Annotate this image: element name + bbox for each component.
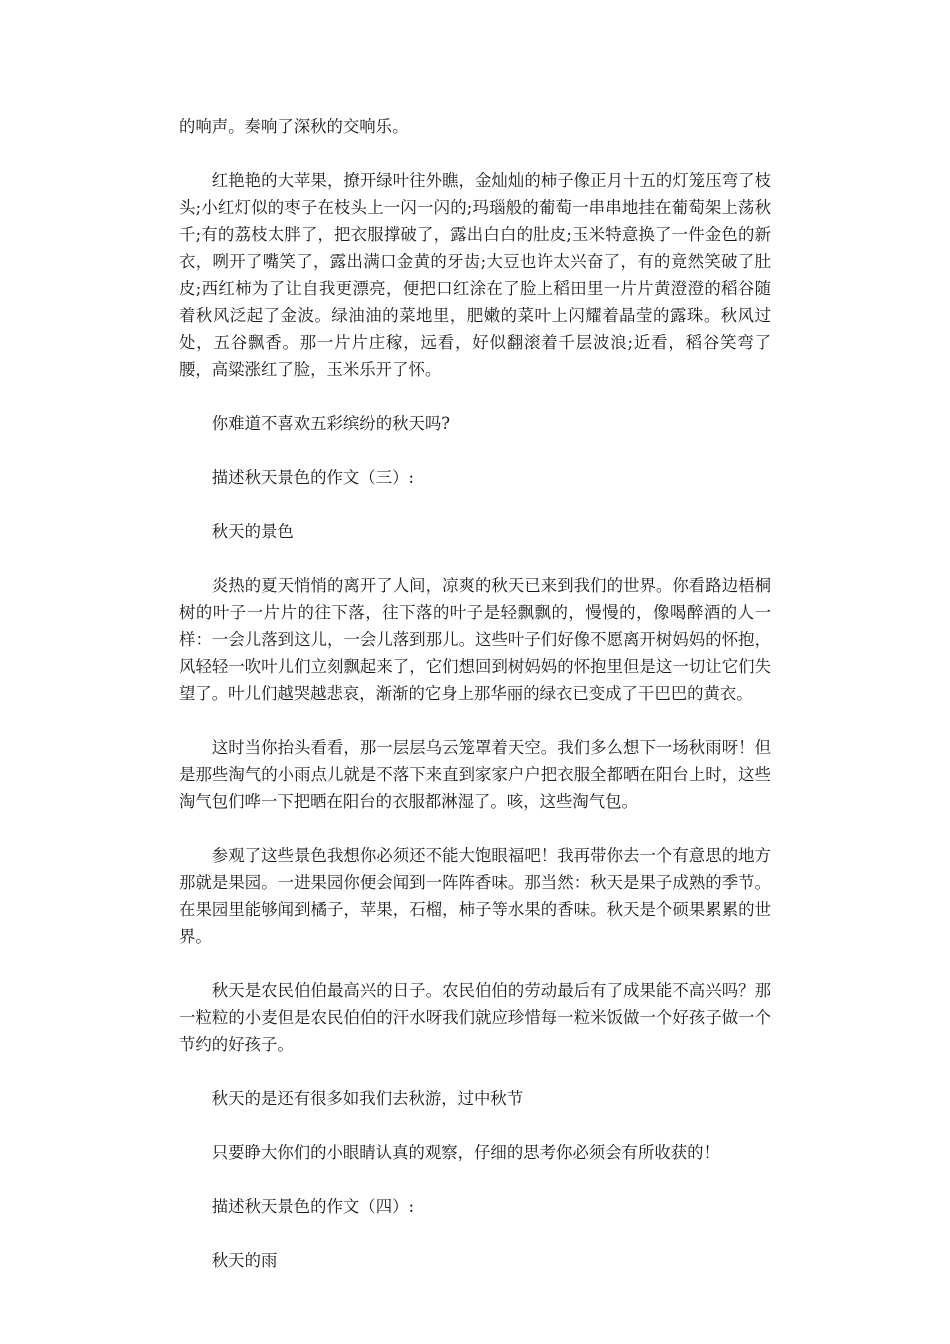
section-heading-essay-4: 描述秋天景色的作文（四）: [211, 1197, 415, 1216]
paragraph-farmers: 秋天是农民伯伯最高兴的日子。农民伯伯的劳动最后有了成果能不高兴吗？那一粒粒的小麦但是农民伯伯的汗水呀我们就应珍惜每一粒米饭做一个好孩子做一个节约的好孩子。 [179, 981, 771, 1054]
paragraph-orchard: 参观了这些景色我想你必须还不能大饱眼福吧！我再带你去一个有意思的地方那就是果园。一进果园你便会闻到一阵阵香味。那当然：秋天是果子成熟的季节。在果园里能够闻到橘子，苹果，石榴，柿子等水果的香味。秋天是个硕果累累的世界。 [179, 846, 771, 946]
paragraph-autumn-harvest: 红艳艳的大苹果，撩开绿叶往外瞧，金灿灿的柿子像正月十五的灯笼压弯了枝头;小红灯似的枣子在枝头上一闪一闪的;玛瑙般的葡萄一串串地挂在葡萄架上荡秋千;有的荔枝太胖了，把衣服撑破了，露出白白的肚皮;玉米特意换了一件金色的新衣，咧开了嘴笑了，露出满口金黄的牙齿;大豆也许太兴奋了，有的竟然笑破了肚皮;西红柿为了让自我更漂亮，便把口红涂在了脸上稻田里一片片黄澄澄的稻谷随着秋风泛起了金波。绿油油的菜地里，肥嫩的菜叶上闪耀着晶莹的露珠。秋风过处，五谷飘香。那一片片庄稼，远看，好似翻滚着千层波浪;近看，稻谷笑弯了腰，高粱涨红了脸，玉米乐开了怀。 [179, 171, 771, 379]
paragraph-observe: 只要睁大你们的小眼睛认真的观察，仔细的思考你必须会有所收获的！ [211, 1143, 720, 1162]
paragraph-autumn-rain: 这时当你抬头看看，那一层层乌云笼罩着天空。我们多么想下一场秋雨呀！但是那些淘气的小雨点儿就是不落下来直到家家户户把衣服全都晒在阳台上时，这些淘气包们哗一下把晒在阳台的衣服都淋湿了。咳，这些淘气包。 [179, 738, 771, 811]
paragraph-question: 你难道不喜欢五彩缤纷的秋天吗? [211, 414, 451, 433]
essay-title-autumn-rain: 秋天的雨 [211, 1251, 278, 1270]
document-body [179, 113, 771, 1301]
paragraph-autumn-outing: 秋天的是还有很多如我们去秋游，过中秋节 [211, 1089, 524, 1108]
paragraph-continuation: 的响声。奏响了深秋的交响乐。 [179, 117, 409, 136]
essay-title-autumn-scenery: 秋天的景色 [211, 522, 294, 541]
section-heading-essay-3: 描述秋天景色的作文（三）: [211, 468, 415, 487]
paragraph-falling-leaves: 炎热的夏天悄悄的离开了人间，凉爽的秋天已来到我们的世界。你看路边梧桐树的叶子一片片的往下落，往下落的叶子是轻飘飘的，慢慢的，像喝醉酒的人一样：一会儿落到这儿，一会儿落到那儿。这些叶子们好像不愿离开树妈妈的怀抱，风轻轻一吹叶儿们立刻飘起来了，它们想回到树妈妈的怀抱里但是这一切让它们失望了。叶儿们越哭越悲哀，渐渐的它身上那华丽的绿衣已变成了干巴巴的黄衣。 [179, 576, 771, 703]
